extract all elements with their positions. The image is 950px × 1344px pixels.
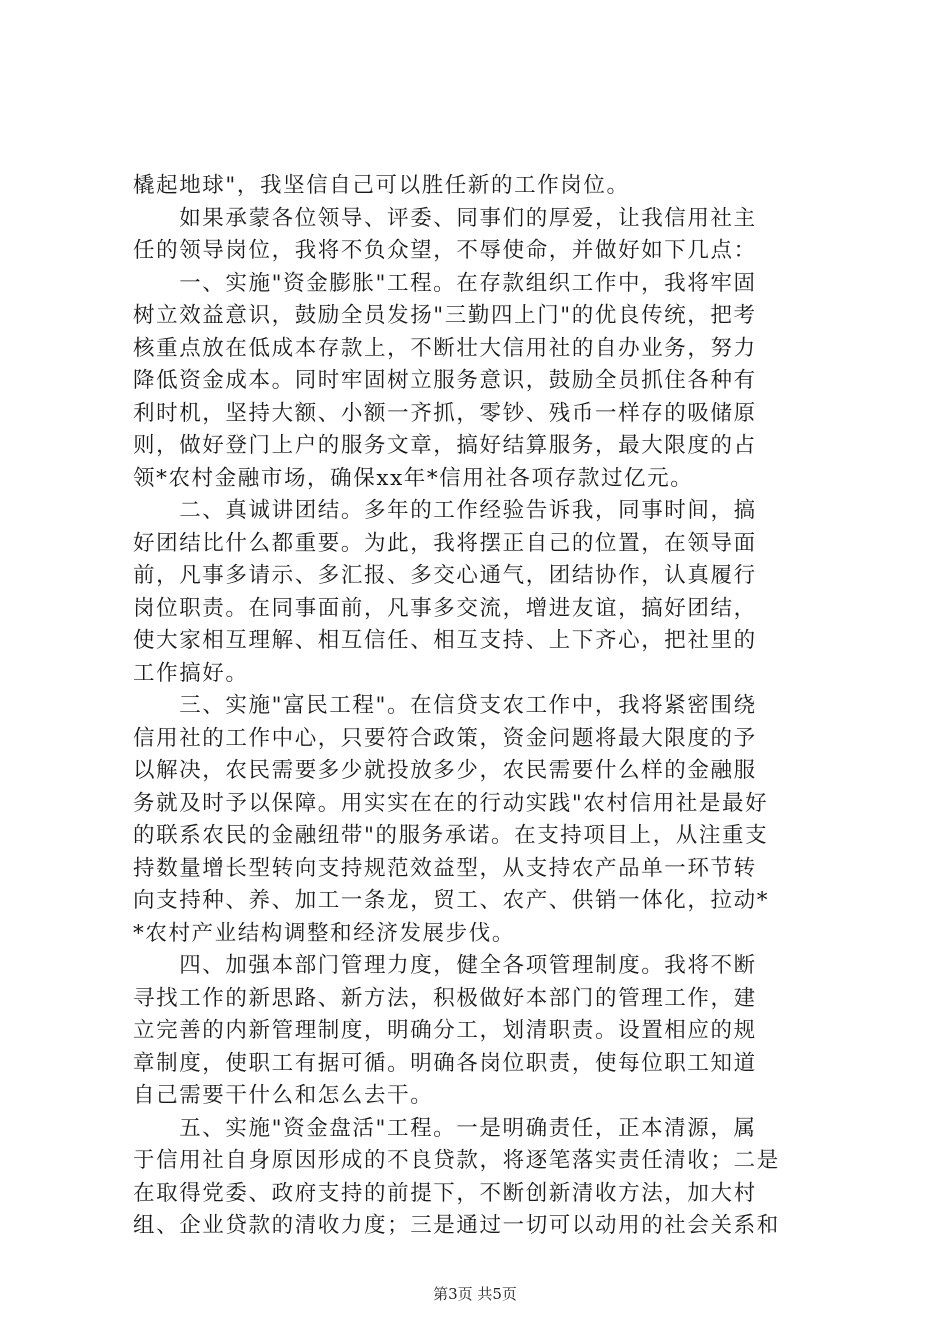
text-line: 工作搞好。 (133, 660, 249, 686)
page-number: 第3页 共5页 (433, 1285, 517, 1303)
text-line: 任的领导岗位，我将不负众望，不辱使命，并做好如下几点： (133, 238, 757, 263)
text-line: 好团结比什么都重要。为此，我将摆正自己的位置，在领导面 (133, 530, 757, 556)
text-line: 以解决，农民需要多少就投放多少，农民需要什么样的金融服 (133, 758, 757, 783)
text-line: 降低资金成本。同时牢固树立服务意识，鼓励全员抓住各种有 (133, 368, 757, 393)
text-line: 一、实施"资金膨胀"工程。在存款组织工作中，我将牢固 (133, 270, 757, 296)
text-line: 持数量增长型转向支持规范效益型，从支持农产品单一环节转 (133, 855, 757, 881)
text-line: 三、实施"富民工程"。在信贷支农工作中，我将紧密围绕 (133, 693, 757, 718)
text-line: 五、实施"资金盘活"工程。一是明确责任，正本清源，属 (133, 1115, 757, 1141)
document-body (133, 170, 833, 1243)
text-line: 的联系农民的金融纽带"的服务承诺。在支持项目上，从注重支 (133, 823, 769, 848)
text-line: 组、企业贷款的清收力度；三是通过一切可以动用的社会关系和 (133, 1213, 780, 1238)
text-line: 在取得党委、政府支持的前提下，不断创新清收方法，加大村 (133, 1180, 757, 1206)
text-line: 二、真诚讲团结。多年的工作经验告诉我，同事时间，搞 (133, 498, 757, 523)
text-line: 于信用社自身原因形成的不良贷款，将逐笔落实责任清收；二是 (133, 1148, 780, 1173)
text-line: 信用社的工作中心，只要符合政策，资金问题将最大限度的予 (133, 725, 757, 751)
text-line: 章制度，使职工有据可循。明确各岗位职责，使每位职工知道 (133, 1050, 757, 1076)
text-line: 寻找工作的新思路、新方法，积极做好本部门的管理工作，建 (133, 985, 757, 1011)
text-line: 务就及时予以保障。用实实在在的行动实践"农村信用社是最好 (133, 790, 769, 816)
text-line: 使大家相互理解、相互信任、相互支持、上下齐心，把社里的 (133, 628, 757, 653)
text-line: *农村产业结构调整和经济发展步伐。 (133, 920, 515, 946)
text-line: 利时机，坚持大额、小额一齐抓，零钞、残币一样存的吸储原 (133, 400, 757, 426)
text-line: 立完善的内新管理制度，明确分工，划清职责。设置相应的规 (133, 1018, 757, 1043)
text-line: 如果承蒙各位领导、评委、同事们的厚爱，让我信用社主 (133, 205, 757, 231)
text-line: 四、加强本部门管理力度，健全各项管理制度。我将不断 (133, 953, 757, 978)
text-line: 岗位职责。在同事面前，凡事多交流，增进友谊，搞好团结， (133, 595, 757, 621)
text-line: 橇起地球"，我坚信自己可以胜任新的工作岗位。 (133, 173, 630, 198)
text-line: 向支持种、养、加工一条龙，贸工、农产、供销一体化，拉动* (133, 888, 770, 913)
text-line: 领*农村金融市场，确保xx年*信用社各项存款过亿元。 (133, 465, 694, 491)
text-line: 核重点放在低成本存款上，不断壮大信用社的自办业务，努力 (133, 335, 757, 361)
text-line: 则，做好登门上户的服务文章，搞好结算服务，最大限度的占 (133, 433, 757, 458)
text-line: 自己需要干什么和怎么去干。 (133, 1083, 434, 1108)
text-line: 前，凡事多请示、多汇报、多交心通气，团结协作，认真履行 (133, 563, 757, 588)
text-line: 树立效益意识，鼓励全员发扬"三勤四上门"的优良传统，把考 (133, 303, 757, 328)
